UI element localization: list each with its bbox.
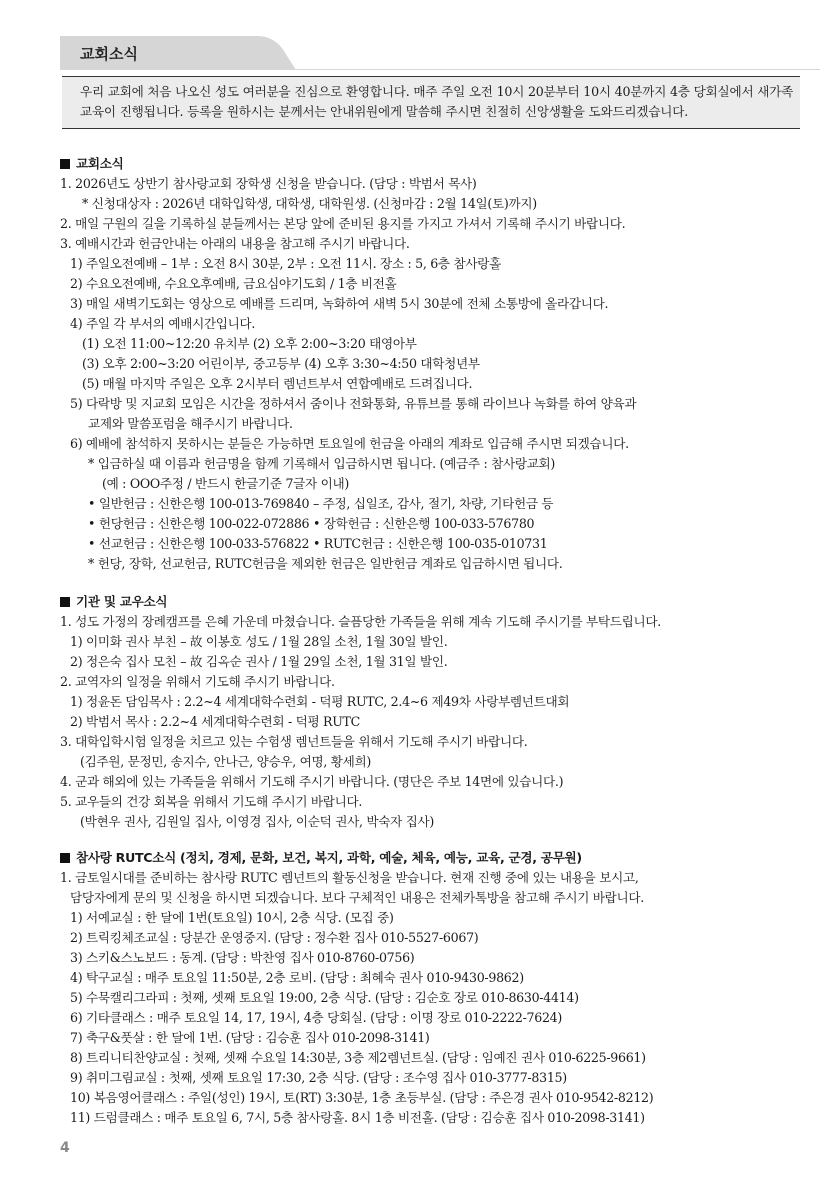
news-line: (1) 오전 11:00~12:20 유치부 (2) 오후 2:00~3:20 태영아부 <box>82 336 417 351</box>
rutc-line: 2) 트릭킹체조교실 : 당분간 운영중지. (담당 : 정수환 집사 010-5527-6067) <box>70 930 479 945</box>
news-line: 4) 주일 각 부서의 예배시간입니다. <box>70 316 256 331</box>
rutc-line: 6) 기타클래스 : 매주 토요일 14, 17, 19시, 4층 당회실. (담당 : 이명 장로 010-2222-7624) <box>70 1010 563 1025</box>
news-line: • 일반헌금 : 신한은행 100-013-769840 – 주정, 십일조, 감사, 절기, 차량, 기타헌금 등 <box>88 496 554 511</box>
rutc-line: 1. 금토일시대를 준비하는 참사랑 RUTC 렘넌트의 활동신청을 받습니다. 현재 진행 중에 있는 내용을 보시고, <box>60 870 639 885</box>
news-line: 3. 예배시간과 헌금안내는 아래의 내용을 참고해 주시기 바랍니다. <box>60 236 410 251</box>
members-line: 1) 이미화 권사 부친 – 故 이봉호 성도 / 1월 28일 소천, 1월 30일 발인. <box>70 634 448 649</box>
members-line: 4. 군과 해외에 있는 가족들을 위해서 기도해 주시기 바랍니다. (명단은 주보 14면에 있습니다.) <box>60 774 564 789</box>
members-line: 2) 박범서 목사 : 2.2~4 세계대학수련회 - 덕평 RUTC <box>70 714 360 729</box>
news-line: (예 : OOO주정 / 반드시 한글기준 7글자 이내) <box>102 476 349 491</box>
news-line: 6) 예배에 참석하지 못하시는 분들은 가능하면 토요일에 헌금을 아래의 계좌로 입금해 주시면 되겠습니다. <box>70 436 629 451</box>
section-header-tab <box>60 36 820 70</box>
welcome-notice: 우리 교회에 처음 나오신 성도 여러분을 진심으로 환영합니다. 매주 주일 오전 10시 20분부터 10시 40분까지 4층 당회실에서 새가족교육이 진행됩니다. 등록을 원하시는 분께서는 안내위원에게 말씀해 주시면 친절히 신앙생활을 도와드리겠습니다. <box>62 76 800 129</box>
members-line: (김주원, 문정민, 송지수, 안나근, 양승우, 여명, 황세희) <box>80 754 371 769</box>
rutc-line: 4) 탁구교실 : 매주 토요일 11:50분, 2층 로비. (담당 : 최혜숙 권사 010-9430-9862) <box>70 970 524 985</box>
square-bullet-icon <box>60 597 70 607</box>
members-line: 3. 대학입학시험 일정을 치르고 있는 수험생 렘넌트들을 위해서 기도해 주시기 바랍니다. <box>60 734 528 749</box>
news-line: 2) 수요오전예배, 수요오후예배, 금요심야기도회 / 1층 비전홀 <box>70 276 397 291</box>
news-line: * 신청대상자 : 2026년 대학입학생, 대학생, 대학원생. (신청마감 : 2월 14일(토)까지) <box>82 196 537 211</box>
members-line: 5. 교우들의 건강 회복을 위해서 기도해 주시기 바랍니다. <box>60 794 363 809</box>
rutc-line: 10) 복음영어클래스 : 주일(성인) 19시, 토(RT) 3:30분, 1층 초등부실. (담당 : 주은경 권사 010-9542-8212) <box>70 1090 654 1105</box>
news-line: 5) 다락방 및 지교회 모임은 시간을 정하셔서 줌이나 전화통화, 유튜브를 통해 라이브나 녹화를 하여 양육과 <box>70 396 637 411</box>
members-line: 1) 정윤돈 담임목사 : 2.2~4 세계대학수련회 - 덕평 RUTC, 2.4~6 제49차 사랑부렘넌트대회 <box>70 694 570 709</box>
square-bullet-icon <box>60 853 70 863</box>
section-heading-members <box>60 592 800 612</box>
page-number: 4 <box>60 1140 70 1156</box>
news-line: 2. 매일 구원의 길을 기록하실 분들께서는 본당 앞에 준비된 용지를 가지고 가셔서 기록해 주시기 바랍니다. <box>60 216 626 231</box>
header-tab-shape <box>60 36 820 70</box>
rutc-line: 9) 취미그림교실 : 첫째, 셋째 토요일 17:30, 2층 식당. (담당 : 조수영 집사 010-3777-8315) <box>70 1070 567 1085</box>
news-line: * 헌당, 장학, 선교헌금, RUTC헌금을 제외한 헌금은 일반헌금 계좌로 입금하시면 됩니다. <box>88 556 563 571</box>
bulletin-content <box>60 154 800 1128</box>
rutc-line: 1) 서예교실 : 한 달에 1번(토요일) 10시, 2층 식당. (모집 중) <box>70 910 394 925</box>
members-line: 1. 성도 가정의 장례캠프를 은혜 가운데 마쳤습니다. 슬픔당한 가족들을 위해 계속 기도해 주시기를 부탁드립니다. <box>60 614 661 629</box>
news-line: 3) 매일 새벽기도회는 영상으로 예배를 드리며, 녹화하여 새벽 5시 30분에 전체 소통방에 올라갑니다. <box>70 296 609 311</box>
section-heading-rutc <box>60 848 800 868</box>
news-line: 교제와 말씀포럼을 해주시기 바랍니다. <box>88 416 293 431</box>
news-line: (5) 매월 마지막 주일은 오후 2시부터 렘넌트부서 연합예배로 드려집니다. <box>82 376 473 391</box>
news-line: • 헌당헌금 : 신한은행 100-022-072886 • 장학헌금 : 신한은행 100-033-576780 <box>88 516 535 531</box>
section-title: 교회소식 <box>76 156 124 171</box>
news-line: 1. 2026년도 상반기 참사랑교회 장학생 신청을 받습니다. (담당 : 박범서 목사) <box>60 176 477 191</box>
section-title: 기관 및 교우소식 <box>76 594 168 609</box>
members-line: (박현우 권사, 김원일 집사, 이영경 집사, 이순덕 권사, 박숙자 집사) <box>80 814 435 829</box>
square-bullet-icon <box>60 159 70 169</box>
section-title: 참사랑 RUTC소식 (정치, 경제, 문화, 보건, 복지, 과학, 예술, 체육, 예능, 교육, 군경, 공무원) <box>76 850 582 865</box>
section-heading-news <box>60 154 800 174</box>
rutc-line: 8) 트리니티찬양교실 : 첫째, 셋째 수요일 14:30분, 3층 제2렘넌트실. (담당 : 임예진 권사 010-6225-9661) <box>70 1050 646 1065</box>
news-line: * 입금하실 때 이름과 헌금명을 함께 기록해서 입금하시면 됩니다. (예금주 : 참사랑교회) <box>88 456 556 471</box>
news-line: • 선교헌금 : 신한은행 100-033-576822 • RUTC헌금 : 신한은행 100-035-010731 <box>88 536 548 551</box>
rutc-line: 11) 드럼클래스 : 매주 토요일 6, 7시, 5층 참사랑홀. 8시 1층 비전홀. (담당 : 김승훈 집사 010-2098-3141) <box>70 1110 645 1125</box>
members-line: 2) 정은숙 집사 모친 – 故 김옥순 권사 / 1월 29일 소천, 1월 31일 발인. <box>70 654 448 669</box>
rutc-line: 5) 수묵캘리그라피 : 첫째, 셋째 토요일 19:00, 2층 식당. (담당 : 김순호 장로 010-8630-4414) <box>70 990 579 1005</box>
page-title: 교회소식 <box>80 45 138 63</box>
rutc-line: 담당자에게 문의 및 신청을 하시면 되겠습니다. 보다 구체적인 내용은 전체카톡방을 참고해 주시기 바랍니다. <box>70 890 644 905</box>
news-line: (3) 오후 2:00~3:20 어린이부, 중고등부 (4) 오후 3:30~4:50 대학청년부 <box>82 356 480 371</box>
members-line: 2. 교역자의 일정을 위해서 기도해 주시기 바랍니다. <box>60 674 335 689</box>
rutc-line: 7) 축구&풋살 : 한 달에 1번. (담당 : 김승훈 집사 010-2098-3141) <box>70 1030 430 1045</box>
rutc-line: 3) 스키&스노보드 : 동계. (담당 : 박찬영 집사 010-8760-0756) <box>70 950 415 965</box>
news-line: 1) 주일오전예배 – 1부 : 오전 8시 30분, 2부 : 오전 11시. 장소 : 5, 6층 참사랑홀 <box>70 256 501 271</box>
